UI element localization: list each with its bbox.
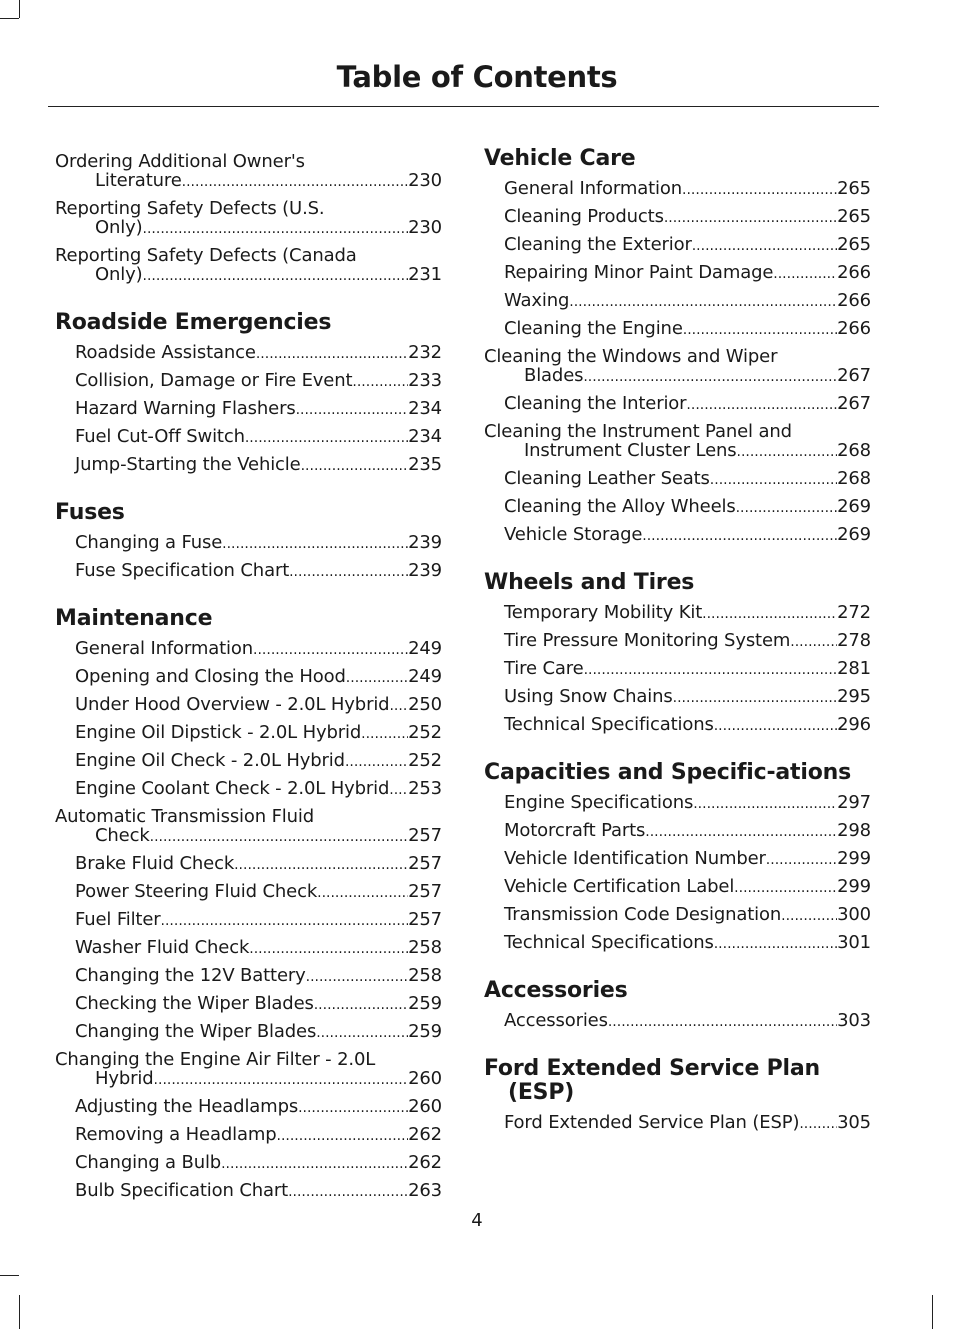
toc-entry-text: Collision, Damage or Fire Event xyxy=(75,369,353,391)
toc-page-number: 257 xyxy=(408,880,442,902)
toc-section-accessories xyxy=(484,979,871,1035)
toc-page-number: 305 xyxy=(837,1111,871,1133)
toc-page-number: 263 xyxy=(408,1179,442,1201)
toc-entry[interactable] xyxy=(55,850,442,878)
toc-page-number: 265 xyxy=(837,233,871,255)
toc-page-number: 258 xyxy=(408,964,442,986)
toc-entry[interactable] xyxy=(55,339,442,367)
toc-entry-text: Bulb Specification Chart xyxy=(75,1179,289,1201)
toc-entry-text: Under Hood Overview - 2.0L Hybrid xyxy=(75,693,390,715)
toc-page-number: 233 xyxy=(408,369,442,391)
toc-page-number: 296 xyxy=(837,713,871,735)
dot-leader xyxy=(256,345,408,364)
toc-page-number: 257 xyxy=(408,852,442,874)
dot-leader xyxy=(182,173,408,192)
toc-page-number: 267 xyxy=(837,364,871,386)
page-title: Table of Contents xyxy=(336,60,618,94)
toc-entry-text: Hazard Warning Flashers xyxy=(75,397,296,419)
toc-page-number: 297 xyxy=(837,791,871,813)
toc-entry-text: Waxing xyxy=(504,289,570,311)
toc-section-capacities-and-specific-ations xyxy=(484,761,871,957)
toc-entry-text: Motorcraft Parts xyxy=(504,819,646,841)
toc-entry[interactable] xyxy=(484,343,871,390)
toc-page-number: 267 xyxy=(837,392,871,414)
toc-entry-text: Cleaning Leather Seats xyxy=(504,467,710,489)
toc-entry[interactable] xyxy=(484,655,871,683)
toc-entry-text: Cleaning the Interior xyxy=(504,392,687,414)
toc-page-number: 250 xyxy=(408,693,442,715)
toc-entry-text: Changing the Engine Air Filter - 2.0L xyxy=(55,1048,376,1070)
section-heading: Roadside Emergencies xyxy=(55,310,332,335)
toc-entry[interactable] xyxy=(484,203,871,231)
dot-leader xyxy=(306,968,408,987)
dot-leader xyxy=(316,1024,408,1043)
toc-page-number: 266 xyxy=(837,289,871,311)
toc-page-number: 235 xyxy=(408,453,442,475)
toc-entry[interactable] xyxy=(55,878,442,906)
toc-section-vehicle-care xyxy=(484,147,871,549)
dot-leader xyxy=(361,725,408,744)
dot-leader xyxy=(645,823,837,842)
toc-entry-text: Reporting Safety Defects (U.S. xyxy=(55,197,325,219)
toc-entry[interactable] xyxy=(55,557,442,585)
dot-leader xyxy=(799,1115,837,1134)
toc-entry[interactable] xyxy=(55,1093,442,1121)
toc-page-number: 239 xyxy=(408,531,442,553)
section-heading: Fuses xyxy=(55,500,125,525)
toc-entry[interactable] xyxy=(484,175,871,203)
toc-entry-text: Vehicle Identification Number xyxy=(504,847,766,869)
dot-leader xyxy=(714,935,837,954)
toc-page-number: 258 xyxy=(408,936,442,958)
toc-entry[interactable] xyxy=(484,1109,871,1137)
toc-entry-text: Accessories xyxy=(504,1009,608,1031)
toc-entry[interactable] xyxy=(55,395,442,423)
toc-entry-text: General Information xyxy=(504,177,683,199)
dot-leader xyxy=(673,689,837,708)
dot-leader xyxy=(389,781,408,800)
dot-leader xyxy=(692,237,837,256)
toc-page-number: 253 xyxy=(408,777,442,799)
toc-entry-text: Power Steering Fluid Check xyxy=(75,880,318,902)
dot-leader xyxy=(222,535,408,554)
toc-column-right xyxy=(484,147,871,1159)
toc-entry[interactable] xyxy=(484,259,871,287)
dot-leader xyxy=(301,457,408,476)
dot-leader xyxy=(352,373,408,392)
toc-page-number: 230 xyxy=(408,216,442,238)
toc-entry-text: Roadside Assistance xyxy=(75,341,256,363)
toc-entry[interactable] xyxy=(484,390,871,418)
toc-page-number: 232 xyxy=(408,341,442,363)
toc-page-number: 269 xyxy=(837,523,871,545)
toc-entry[interactable] xyxy=(55,423,442,451)
toc-entry-text: Fuse Specification Chart xyxy=(75,559,290,581)
dot-leader xyxy=(584,661,838,680)
crop-mark xyxy=(0,1275,19,1276)
toc-entry-text: Changing a Bulb xyxy=(75,1151,222,1173)
toc-section-roadside-emergencies xyxy=(55,311,442,479)
toc-entry[interactable] xyxy=(55,367,442,395)
toc-entry-text: Check xyxy=(95,824,150,846)
toc-entry[interactable] xyxy=(55,1177,442,1205)
toc-entry-text: Cleaning the Exterior xyxy=(504,233,692,255)
toc-entry[interactable] xyxy=(484,465,871,493)
toc-entry[interactable] xyxy=(484,711,871,739)
toc-entry[interactable] xyxy=(55,1018,442,1046)
toc-entry-text: Washer Fluid Check xyxy=(75,936,250,958)
toc-entry[interactable] xyxy=(55,934,442,962)
toc-entry-text: Instrument Cluster Lens xyxy=(524,439,737,461)
toc-entry[interactable] xyxy=(484,493,871,521)
dot-leader xyxy=(346,669,408,688)
toc-entry-text: Only) xyxy=(95,263,143,285)
toc-entry[interactable] xyxy=(55,775,442,803)
toc-entry-text: Cleaning the Alloy Wheels xyxy=(504,495,736,517)
toc-page-number: 272 xyxy=(837,601,871,623)
toc-entry[interactable] xyxy=(55,691,442,719)
dot-leader xyxy=(221,1155,408,1174)
dot-leader xyxy=(150,828,408,847)
toc-entry-text: Repairing Minor Paint Damage xyxy=(504,261,774,283)
toc-entry[interactable] xyxy=(484,817,871,845)
dot-leader xyxy=(686,396,837,415)
section-heading: Ford Extended Service Plan (ESP) xyxy=(484,1056,820,1105)
toc-page-number: 295 xyxy=(837,685,871,707)
toc-page-number: 265 xyxy=(837,177,871,199)
toc-entry[interactable] xyxy=(55,635,442,663)
toc-entry[interactable] xyxy=(484,683,871,711)
crop-mark xyxy=(0,18,19,19)
toc-entry[interactable] xyxy=(55,803,442,850)
toc-entry-text: Cleaning the Engine xyxy=(504,317,683,339)
toc-page-number: 268 xyxy=(837,467,871,489)
dot-leader xyxy=(710,471,837,490)
toc-page-number: 299 xyxy=(837,875,871,897)
page-number: 4 xyxy=(471,1210,483,1231)
toc-entry[interactable] xyxy=(55,962,442,990)
toc-entry-text: Engine Oil Check - 2.0L Hybrid xyxy=(75,749,345,771)
toc-entry[interactable] xyxy=(484,521,871,549)
dot-leader xyxy=(736,499,837,518)
toc-entry[interactable] xyxy=(55,1046,442,1093)
dot-leader xyxy=(583,368,837,387)
toc-entry[interactable] xyxy=(484,418,871,465)
crop-mark xyxy=(19,1295,20,1329)
dot-leader xyxy=(702,605,837,624)
toc-page-number: 259 xyxy=(408,992,442,1014)
toc-page-number: 278 xyxy=(837,629,871,651)
toc-page-number: 268 xyxy=(837,439,871,461)
toc-page-number: 252 xyxy=(408,721,442,743)
section-heading: Vehicle Care xyxy=(484,146,636,171)
toc-entry-text: Reporting Safety Defects (Canada xyxy=(55,244,357,266)
toc-entry[interactable] xyxy=(484,873,871,901)
dot-leader xyxy=(154,1071,409,1090)
toc-entry[interactable] xyxy=(55,990,442,1018)
dot-leader xyxy=(664,209,837,228)
section-heading: Accessories xyxy=(484,978,628,1003)
toc-page-number: 265 xyxy=(837,205,871,227)
dot-leader xyxy=(317,884,408,903)
toc-entry-text: Vehicle Certification Label xyxy=(504,875,735,897)
toc-entry[interactable] xyxy=(55,906,442,934)
dot-leader xyxy=(296,401,409,420)
toc-entry[interactable] xyxy=(55,529,442,557)
toc-entry-text: Temporary Mobility Kit xyxy=(504,601,703,623)
toc-entry-text: Adjusting the Headlamps xyxy=(75,1095,299,1117)
dot-leader xyxy=(161,912,409,931)
toc-entry-text: Only) xyxy=(95,216,143,238)
toc-page-number: 257 xyxy=(408,824,442,846)
toc-page-number: 281 xyxy=(837,657,871,679)
section-heading: Wheels and Tires xyxy=(484,570,695,595)
dot-leader xyxy=(714,717,837,736)
toc-section xyxy=(55,148,442,289)
toc-entry-text: Ford Extended Service Plan (ESP) xyxy=(504,1111,800,1133)
dot-leader xyxy=(683,321,837,340)
toc-page-number: 301 xyxy=(837,931,871,953)
crop-mark xyxy=(19,0,20,18)
dot-leader xyxy=(773,265,837,284)
dot-leader xyxy=(298,1099,408,1118)
dot-leader xyxy=(608,1013,837,1032)
toc-page-number: 234 xyxy=(408,425,442,447)
toc-entry-text: Removing a Headlamp xyxy=(75,1123,277,1145)
toc-page-number: 257 xyxy=(408,908,442,930)
toc-page-number: 300 xyxy=(837,903,871,925)
toc-page-number: 249 xyxy=(408,637,442,659)
dot-leader xyxy=(277,1127,409,1146)
toc-entry[interactable] xyxy=(484,845,871,873)
dot-leader xyxy=(289,563,408,582)
dot-leader xyxy=(569,293,837,312)
toc-entry[interactable] xyxy=(55,1149,442,1177)
toc-entry[interactable] xyxy=(55,242,442,289)
toc-entry-text: Engine Oil Dipstick - 2.0L Hybrid xyxy=(75,721,362,743)
toc-entry-text: General Information xyxy=(75,637,254,659)
dot-leader xyxy=(766,851,837,870)
toc-page-number: 249 xyxy=(408,665,442,687)
toc-section-wheels-and-tires xyxy=(484,571,871,739)
toc-section-ford-extended-service-plan-esp xyxy=(484,1057,871,1137)
dot-leader xyxy=(737,443,838,462)
toc-entry-text: Cleaning Products xyxy=(504,205,664,227)
toc-page-number: 234 xyxy=(408,397,442,419)
dot-leader xyxy=(781,907,837,926)
toc-entry-text: Transmission Code Designation xyxy=(504,903,782,925)
toc-entry[interactable] xyxy=(55,148,442,195)
section-heading: Maintenance xyxy=(55,606,213,631)
toc-page-number: 260 xyxy=(408,1067,442,1089)
toc-entry-text: Using Snow Chains xyxy=(504,685,673,707)
toc-entry[interactable] xyxy=(55,451,442,479)
dot-leader xyxy=(642,527,837,546)
toc-entry[interactable] xyxy=(484,315,871,343)
dot-leader xyxy=(345,753,408,772)
toc-page-number: 303 xyxy=(837,1009,871,1031)
toc-page-number: 298 xyxy=(837,819,871,841)
toc-page-number: 266 xyxy=(837,317,871,339)
dot-leader xyxy=(682,181,837,200)
toc-page-number: 230 xyxy=(408,169,442,191)
toc-entry-text: Engine Coolant Check - 2.0L Hybrid xyxy=(75,777,390,799)
toc-entry-text: Cleaning the Windows and Wiper xyxy=(484,345,778,367)
toc-entry-text: Technical Specifications xyxy=(504,931,714,953)
dot-leader xyxy=(143,220,409,239)
toc-section-fuses xyxy=(55,501,442,585)
toc-entry[interactable] xyxy=(484,1007,871,1035)
toc-entry-text: Blades xyxy=(524,364,584,386)
dot-leader xyxy=(143,267,409,286)
dot-leader xyxy=(790,633,837,652)
toc-entry-text: Automatic Transmission Fluid xyxy=(55,805,315,827)
toc-entry-text: Brake Fluid Check xyxy=(75,852,235,874)
toc-entry[interactable] xyxy=(55,663,442,691)
toc-entry-text: Opening and Closing the Hood xyxy=(75,665,346,687)
toc-entry-text: Jump-Starting the Vehicle xyxy=(75,453,301,475)
toc-entry[interactable] xyxy=(55,195,442,242)
toc-page-number: 299 xyxy=(837,847,871,869)
dot-leader xyxy=(234,856,408,875)
toc-page-number: 262 xyxy=(408,1123,442,1145)
toc-entry-text: Vehicle Storage xyxy=(504,523,643,545)
toc-entry[interactable] xyxy=(484,901,871,929)
toc-page-number: 259 xyxy=(408,1020,442,1042)
toc-page-number: 262 xyxy=(408,1151,442,1173)
toc-page-number: 260 xyxy=(408,1095,442,1117)
toc-entry-text: Changing a Fuse xyxy=(75,531,223,553)
toc-entry-text: Fuel Filter xyxy=(75,908,161,930)
dot-leader xyxy=(314,996,408,1015)
toc-entry-text: Changing the Wiper Blades xyxy=(75,1020,317,1042)
toc-entry[interactable] xyxy=(484,929,871,957)
toc-page-number: 266 xyxy=(837,261,871,283)
dot-leader xyxy=(253,641,408,660)
toc-entry[interactable] xyxy=(484,287,871,315)
toc-entry[interactable] xyxy=(55,1121,442,1149)
toc-entry[interactable] xyxy=(484,599,871,627)
toc-column-left xyxy=(55,148,442,1227)
toc-entry[interactable] xyxy=(55,747,442,775)
title-divider xyxy=(48,106,879,107)
section-heading: Capacities and Specific-ations xyxy=(484,760,851,785)
toc-entry[interactable] xyxy=(55,719,442,747)
toc-entry-text: Cleaning the Instrument Panel and xyxy=(484,420,792,442)
dot-leader xyxy=(245,429,408,448)
crop-mark xyxy=(932,1295,933,1329)
toc-page-number: 269 xyxy=(837,495,871,517)
dot-leader xyxy=(288,1183,408,1202)
toc-entry-text: Tire Care xyxy=(504,657,584,679)
toc-entry-text: Fuel Cut-Off Switch xyxy=(75,425,245,447)
dot-leader xyxy=(249,940,408,959)
toc-entry-text: Ordering Additional Owner's xyxy=(55,150,305,172)
toc-entry-text: Engine Specifications xyxy=(504,791,694,813)
toc-entry[interactable] xyxy=(484,627,871,655)
toc-page-number: 231 xyxy=(408,263,442,285)
toc-entry[interactable] xyxy=(484,789,871,817)
toc-entry-text: Changing the 12V Battery xyxy=(75,964,306,986)
dot-leader xyxy=(734,879,837,898)
toc-entry-text: Literature xyxy=(95,169,182,191)
toc-page-number: 239 xyxy=(408,559,442,581)
toc-entry-text: Checking the Wiper Blades xyxy=(75,992,314,1014)
dot-leader xyxy=(389,697,408,716)
toc-entry-text: Tire Pressure Monitoring System xyxy=(504,629,791,651)
toc-entry[interactable] xyxy=(484,231,871,259)
toc-section-maintenance xyxy=(55,607,442,1205)
toc-entry-text: Hybrid xyxy=(95,1067,154,1089)
toc-entry-text: Technical Specifications xyxy=(504,713,714,735)
dot-leader xyxy=(693,795,837,814)
toc-page-number: 252 xyxy=(408,749,442,771)
